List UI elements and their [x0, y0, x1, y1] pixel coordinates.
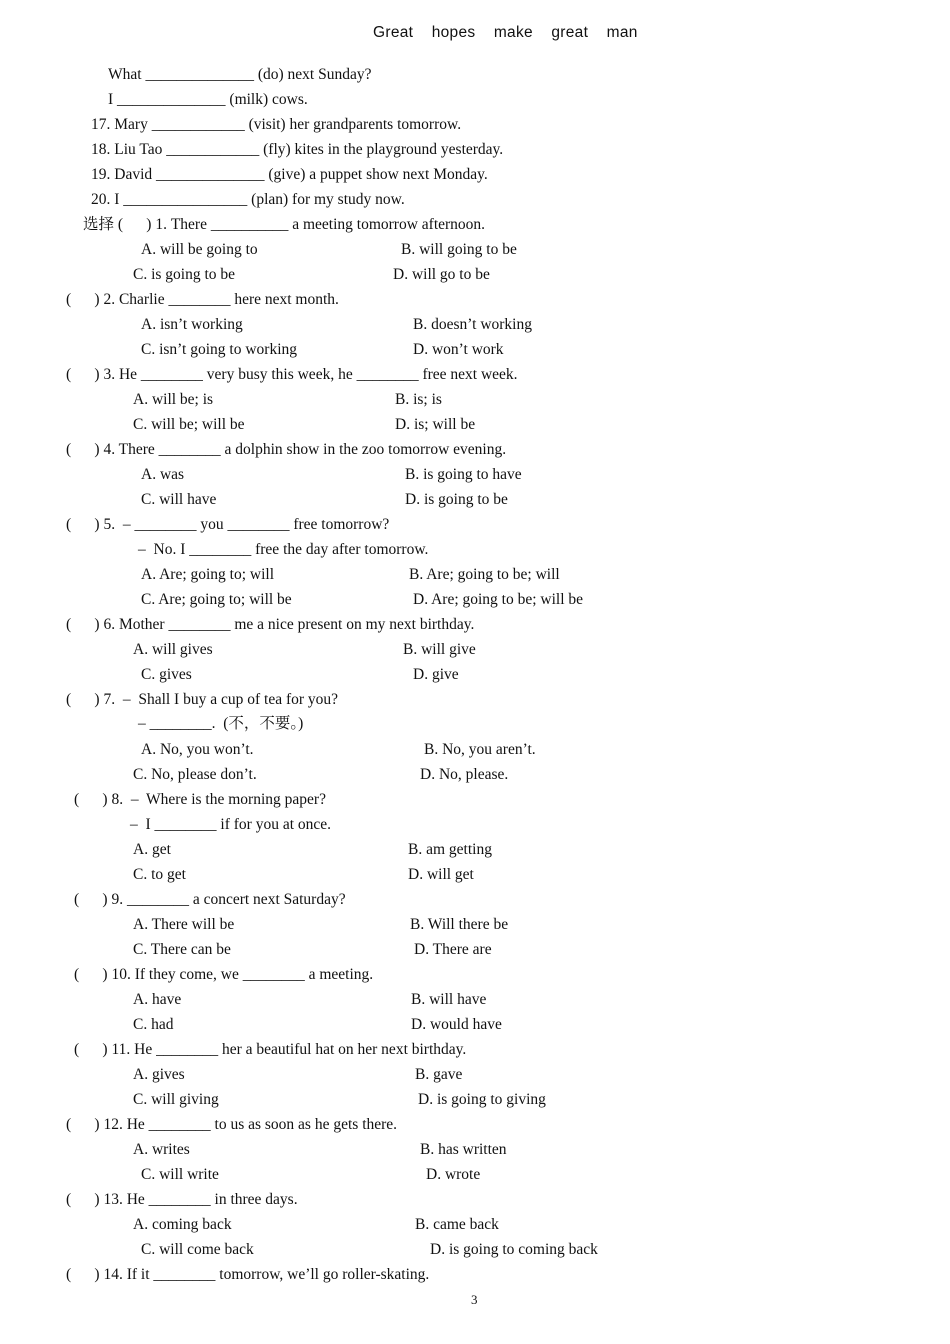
question-stem: ( ) 13. He ________ in three days.	[66, 1191, 298, 1208]
question-stem: 选择 ( ) 1. There __________ a meeting tomorrow afternoon.	[83, 216, 486, 233]
option: A. No, you won’t.	[141, 741, 254, 758]
option: D. is going to coming back	[430, 1241, 598, 1258]
question-stem: ( ) 7. – Shall I buy a cup of tea for you?	[66, 691, 339, 708]
option: D. would have	[411, 1016, 502, 1033]
fill-line: 20. I ________________ (plan) for my study now.	[91, 191, 405, 208]
question-stem: ( ) 3. He ________ very busy this week, he ________ free next week.	[66, 366, 518, 383]
option: C. gives	[141, 666, 192, 683]
option: A. will be; is	[133, 391, 214, 408]
question-stem: ( ) 5. – ________ you ________ free tomorrow?	[66, 516, 390, 533]
option: A. gives	[133, 1066, 185, 1083]
option: B. came back	[415, 1216, 499, 1233]
option: A. was	[141, 466, 185, 483]
option: C. No, please don’t.	[133, 766, 257, 783]
option: D. is going to giving	[418, 1091, 546, 1108]
question-stem: ( ) 11. He ________ her a beautiful hat on her next birthday.	[74, 1041, 467, 1058]
fill-line: 18. Liu Tao ____________ (fly) kites in the playground yesterday.	[91, 141, 504, 158]
question-stem: – No. I ________ free the day after tomorrow.	[138, 541, 429, 558]
fill-line: 17. Mary ____________ (visit) her grandparents tomorrow.	[91, 116, 462, 133]
option: A. coming back	[133, 1216, 232, 1233]
option: C. There can be	[133, 941, 231, 958]
option: D. wrote	[426, 1166, 481, 1183]
option: D. is; will be	[395, 416, 476, 433]
option: D. won’t work	[413, 341, 504, 358]
option: B. doesn’t working	[413, 316, 532, 333]
option: A. will be going to	[141, 241, 258, 258]
question-stem: ( ) 8. – Where is the morning paper?	[74, 791, 326, 808]
option: A. will gives	[133, 641, 213, 658]
option: A. isn’t working	[141, 316, 243, 333]
option: D. will get	[408, 866, 474, 883]
option: D. give	[413, 666, 459, 683]
option: B. is; is	[395, 391, 442, 408]
option: D. There are	[414, 941, 492, 958]
option: C. will write	[141, 1166, 219, 1183]
option: D. is going to be	[405, 491, 508, 508]
option: B. Will there be	[410, 916, 509, 933]
option: A. Are; going to; will	[141, 566, 275, 583]
option: C. will come back	[141, 1241, 254, 1258]
option: C. isn’t going to working	[141, 341, 298, 358]
option: C. will have	[141, 491, 217, 508]
question-stem: ( ) 6. Mother ________ me a nice present on my next birthday.	[66, 616, 475, 633]
option: C. is going to be	[133, 266, 236, 283]
page-header: Great hopes make great man	[373, 24, 638, 41]
page-number: 3	[471, 1292, 478, 1307]
option: B. will going to be	[401, 241, 517, 258]
fill-line: I ______________ (milk) cows.	[108, 91, 308, 108]
option: A. have	[133, 991, 182, 1008]
option: A. There will be	[133, 916, 235, 933]
option: B. am getting	[408, 841, 492, 858]
option: B. has written	[420, 1141, 507, 1158]
question-stem: ( ) 9. ________ a concert next Saturday?	[74, 891, 346, 908]
option: B. is going to have	[405, 466, 522, 483]
fill-line: What ______________ (do) next Sunday?	[108, 66, 372, 83]
option: B. Are; going to be; will	[409, 566, 560, 583]
question-stem: – I ________ if for you at once.	[130, 816, 332, 833]
question-stem: ( ) 12. He ________ to us as soon as he gets there.	[66, 1116, 398, 1133]
option: C. to get	[133, 866, 186, 883]
option: C. Are; going to; will be	[141, 591, 292, 608]
fill-line: 19. David ______________ (give) a puppet show next Monday.	[91, 166, 488, 183]
question-stem: ( ) 10. If they come, we ________ a meeting.	[74, 966, 374, 983]
question-stem: – ________. (不，不要。)	[138, 715, 304, 732]
option: B. will give	[403, 641, 476, 658]
option: A. writes	[133, 1141, 190, 1158]
option: A. get	[133, 841, 171, 858]
option: C. will giving	[133, 1091, 219, 1108]
question-stem: ( ) 2. Charlie ________ here next month.	[66, 291, 339, 308]
option: B. No, you aren’t.	[424, 741, 536, 758]
option: D. will go to be	[393, 266, 490, 283]
option: C. will be; will be	[133, 416, 245, 433]
option: B. gave	[415, 1066, 463, 1083]
option: B. will have	[411, 991, 487, 1008]
question-stem: ( ) 14. If it ________ tomorrow, we’ll go roller-skating.	[66, 1266, 430, 1283]
option: C. had	[133, 1016, 174, 1033]
option: D. Are; going to be; will be	[413, 591, 584, 608]
question-stem: ( ) 4. There ________ a dolphin show in the zoo tomorrow evening.	[66, 441, 507, 458]
option: D. No, please.	[420, 766, 509, 783]
